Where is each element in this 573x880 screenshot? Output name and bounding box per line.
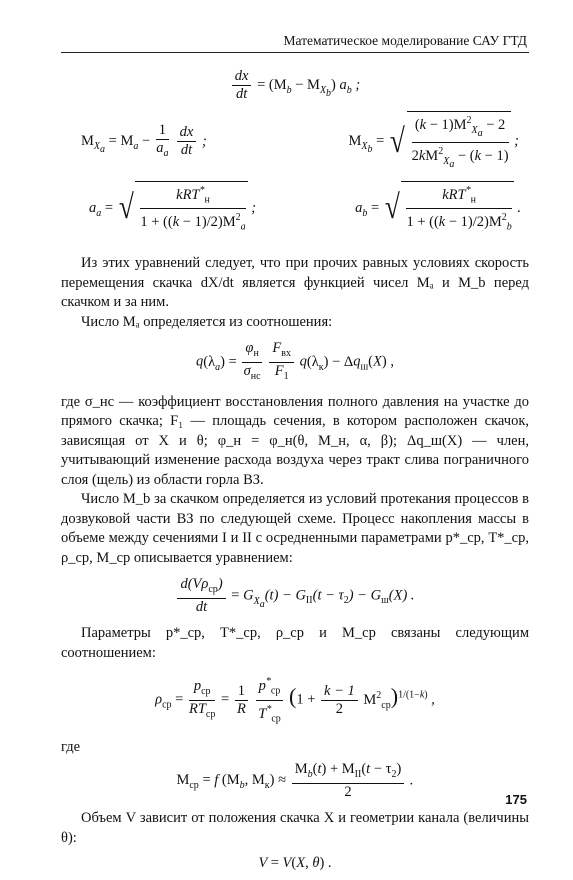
page-body <box>61 64 529 880</box>
equation-mach-avg: $M_{ср} = f$ ($M_b$, $M_к$) ≈ $\frac{M_b(t) + M_{II}(t - \tau_2)}{2}$ . <box>176 761 414 801</box>
page-number: 175 <box>505 792 527 807</box>
paragraph-4: Число M_b за скачком определяется из условий протекания процессов в дозвуковой части ВЗ по следующей схеме. Процесс накопления массы в объеме между сечениями I и II с осредненными параметрами p*_ср, T*_ср, ρ_ср, M_ср описывается уравнением: <box>61 491 529 566</box>
running-header <box>61 30 529 53</box>
equation-mass-balance: $\frac{d(V\rho_{ср})}{dt}$ = $G_{X_a}(t) - G_{II}(t - \tau_2) - G_ш(X)$ . <box>61 576 529 616</box>
equation-volume: V = V(X, θ) . <box>258 855 332 872</box>
paragraph-5: Параметры p*_ср, T*_ср, ρ_ср и M_ср связаны следующим соотношением: <box>61 625 529 661</box>
paragraph-1: Из этих уравнений следует, что при прочих равных условиях скорость перемещения скачка dX/dt является функцией чисел Mₐ и M_b перед скачком и за ним. <box>61 255 529 311</box>
header-title: Математическое моделирование САУ ГТД <box>283 33 527 48</box>
paragraph-2: Число Mₐ определяется из соотношения: <box>81 313 333 330</box>
paragraph-6: где <box>61 738 81 755</box>
paragraph-7: Объем V зависит от положения скачка X и геометрии канала (величины θ): <box>61 810 529 846</box>
equation-dx-dt: $\frac{dx}{dt}$ = $(M_b - M_{X_b})$ $a_b$ ; <box>61 68 529 103</box>
equation-mach-x: $M_{X_a} = M_a$ − $\frac{1}{a_a}$ $\frac{dx}{dt}$ ; $M_{X_b}$ = √ $\frac{(k - 1)M^2_{X_a} - 2}{2kM^2_{X_a} - (k - 1)}$ ; <box>61 111 529 172</box>
equation-density: $\rho_{ср}$ = $\frac{p_{ср}}{RT_{ср}}$ = $\frac{1}{R}$ $\frac{p^*_{ср}}{T^*_{ср}}$ (1 + $\frac{k - 1}{2}$ $M^2_{ср})^{1/(1-k)}$ , <box>61 673 529 727</box>
paragraph-3: где σ_нс — коэффициент восстановления полного давления на участке до прямого скачка; F₁ — площадь сечения, в котором расположен скачок, зависящая от X и θ; φ_н = φ_н(θ, M_н, α, β); Δq_ш(X) — член, учитывающий изменение расхода воздуха через тракт слива пограничного слоя (щель) из области горла ВЗ. <box>61 393 529 488</box>
equation-q-lambda: $q(\lambda_a)$ = $\frac{\varphi_н}{\sigma_{нс}}$ $\frac{F_{вх}}{F_1}$ $q(\lambda_к) - \Delta q_ш(X)$ , <box>196 340 394 382</box>
equation-sound-speed: $a_a$ = √ $\frac{kRT^*_н}{1 + ((k - 1)/2)M^2_a}$ ; $a_b$ = √ $\frac{kRT^*_н}{1 + ((k - 1)/2)M^2_b}$ . <box>61 181 529 236</box>
